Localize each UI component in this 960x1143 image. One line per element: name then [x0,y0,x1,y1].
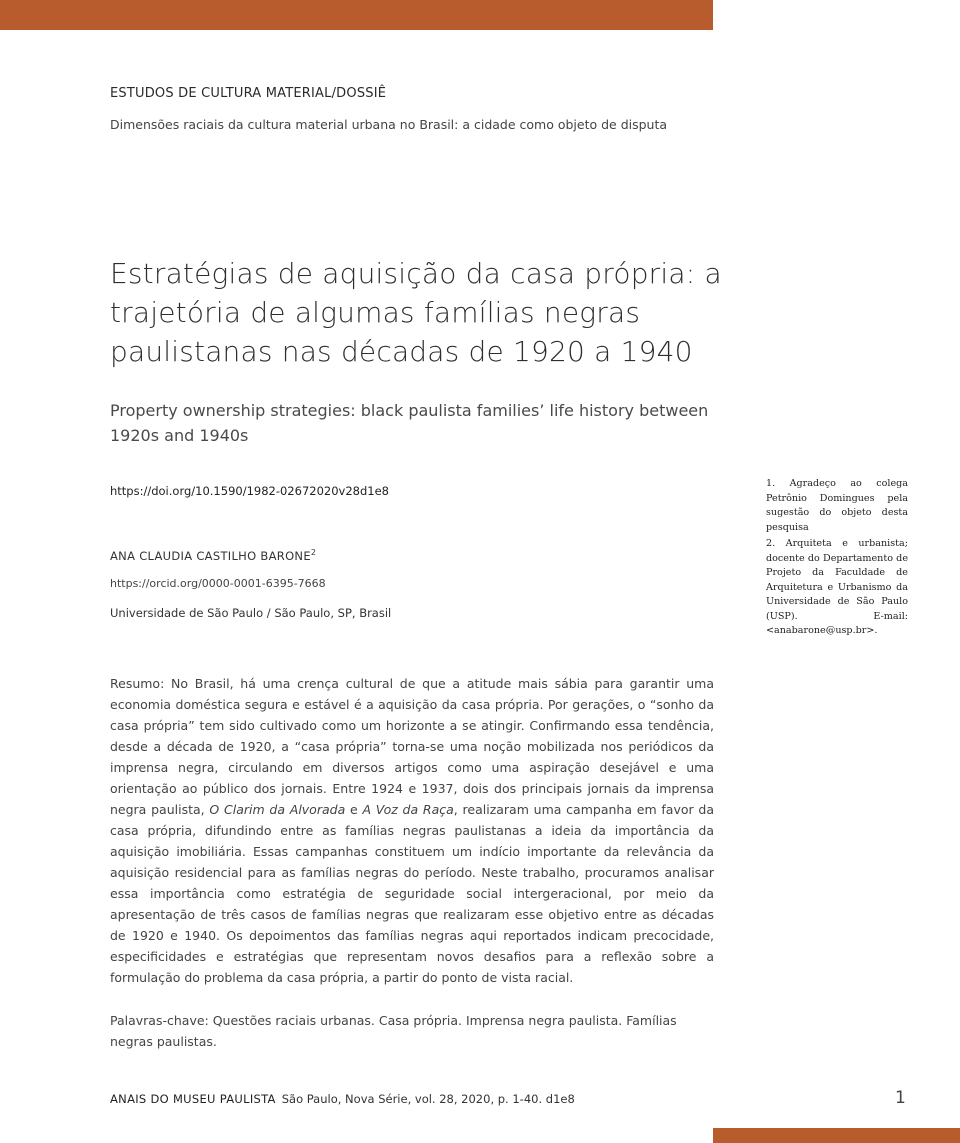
author-footnote-mark: 2 [310,548,317,557]
orcid-link[interactable]: https://orcid.org/0000-0001-6395-7668 [110,577,326,590]
page-footer [110,1092,575,1106]
doi-link[interactable]: https://doi.org/10.1590/1982-02672020v28d1e8 [110,484,389,498]
footer-citation: São Paulo, Nova Série, vol. 28, 2020, p. 1-40. d1e8 [281,1092,575,1106]
abstract-text-2: , realizaram uma campanha em favor da casa própria, difundindo entre as famílias negras paulistanas a ideia da importância da aquisição imobiliária. Essas campanhas constituem um indício importante da relevância da aquisição residencial para as famílias negras do período. Neste trabalho, procuramos analisar essa importância como estratégia de seguridade social intergeracional, por meio da apresentação de três casos de famílias negras que realizaram esse objetivo entre as décadas de 1920 e 1940. Os depoimentos das famílias negras aqui reportados indicam precocidade, especificidades e estratégias que representam novos desafios para a reflexão sobre a formulação do problema da casa própria, a partir do ponto de vista racial. [110,802,714,985]
article-title: Estratégias de aquisição da casa própria: a trajetória de algumas famílias negras paulistanas nas décadas de 1920 a 1940 [110,257,722,368]
author-name [110,548,316,563]
dossier-title: Dimensões raciais da cultura material urbana no Brasil: a cidade como objeto de disputa [110,117,668,132]
abstract-journal-2: A Voz da Raça [362,802,454,817]
abstract-text-1: Resumo: No Brasil, há uma crença cultural de que a atitude mais sábia para garantir uma economia doméstica segura e estável é a aquisição da casa própria. Por gerações, o “sonho da casa própria” tem sido cultivado como um horizonte a se atingir. Confirmando essa tendência, desde a década de 1920, a “casa própria” torna-se uma noção mobilizada nos periódicos da imprensa negra, circulando em diversos artigos como uma aspiração desejável e uma orientação ao público dos jornais. Entre 1924 e 1937, dois dos principais jornais da imprensa negra paulista, [110,676,714,817]
section-title: ESTUDOS DE CULTURA MATERIAL/DOSSIÊ [110,86,387,101]
footnote-1: 1. Agradeço ao colega Petrônio Domingues pela sugestão do objeto desta pesquisa [766,478,908,533]
page-number: 1 [895,1088,906,1108]
author-affiliation: Universidade de São Paulo / São Paulo, SP, Brasil [110,606,392,620]
abstract-journal-1: O Clarim da Alvorada [209,802,346,817]
footnote-2: 2. Arquiteta e urbanista; docente do Departamento de Projeto da Faculdade de Arquitetura e Urbanismo da Universidade de São Paulo (USP). E-mail: <anabarone@usp.br>. [766,538,908,636]
abstract-connector: e [345,802,363,817]
keywords: Palavras-chave: Questões raciais urbanas. Casa própria. Imprensa negra paulista. Famílias negras paulistas. [110,1013,677,1049]
footer-journal-name: ANAIS DO MUSEU PAULISTA [110,1092,276,1106]
top-accent-bar [0,0,713,30]
article-title-english: Property ownership strategies: black paulista families’ life history between 1920s and 1940s [110,401,709,445]
abstract [110,673,714,988]
bottom-accent-bar [713,1128,960,1143]
author-name-text: ANA CLAUDIA CASTILHO BARONE [110,548,311,563]
